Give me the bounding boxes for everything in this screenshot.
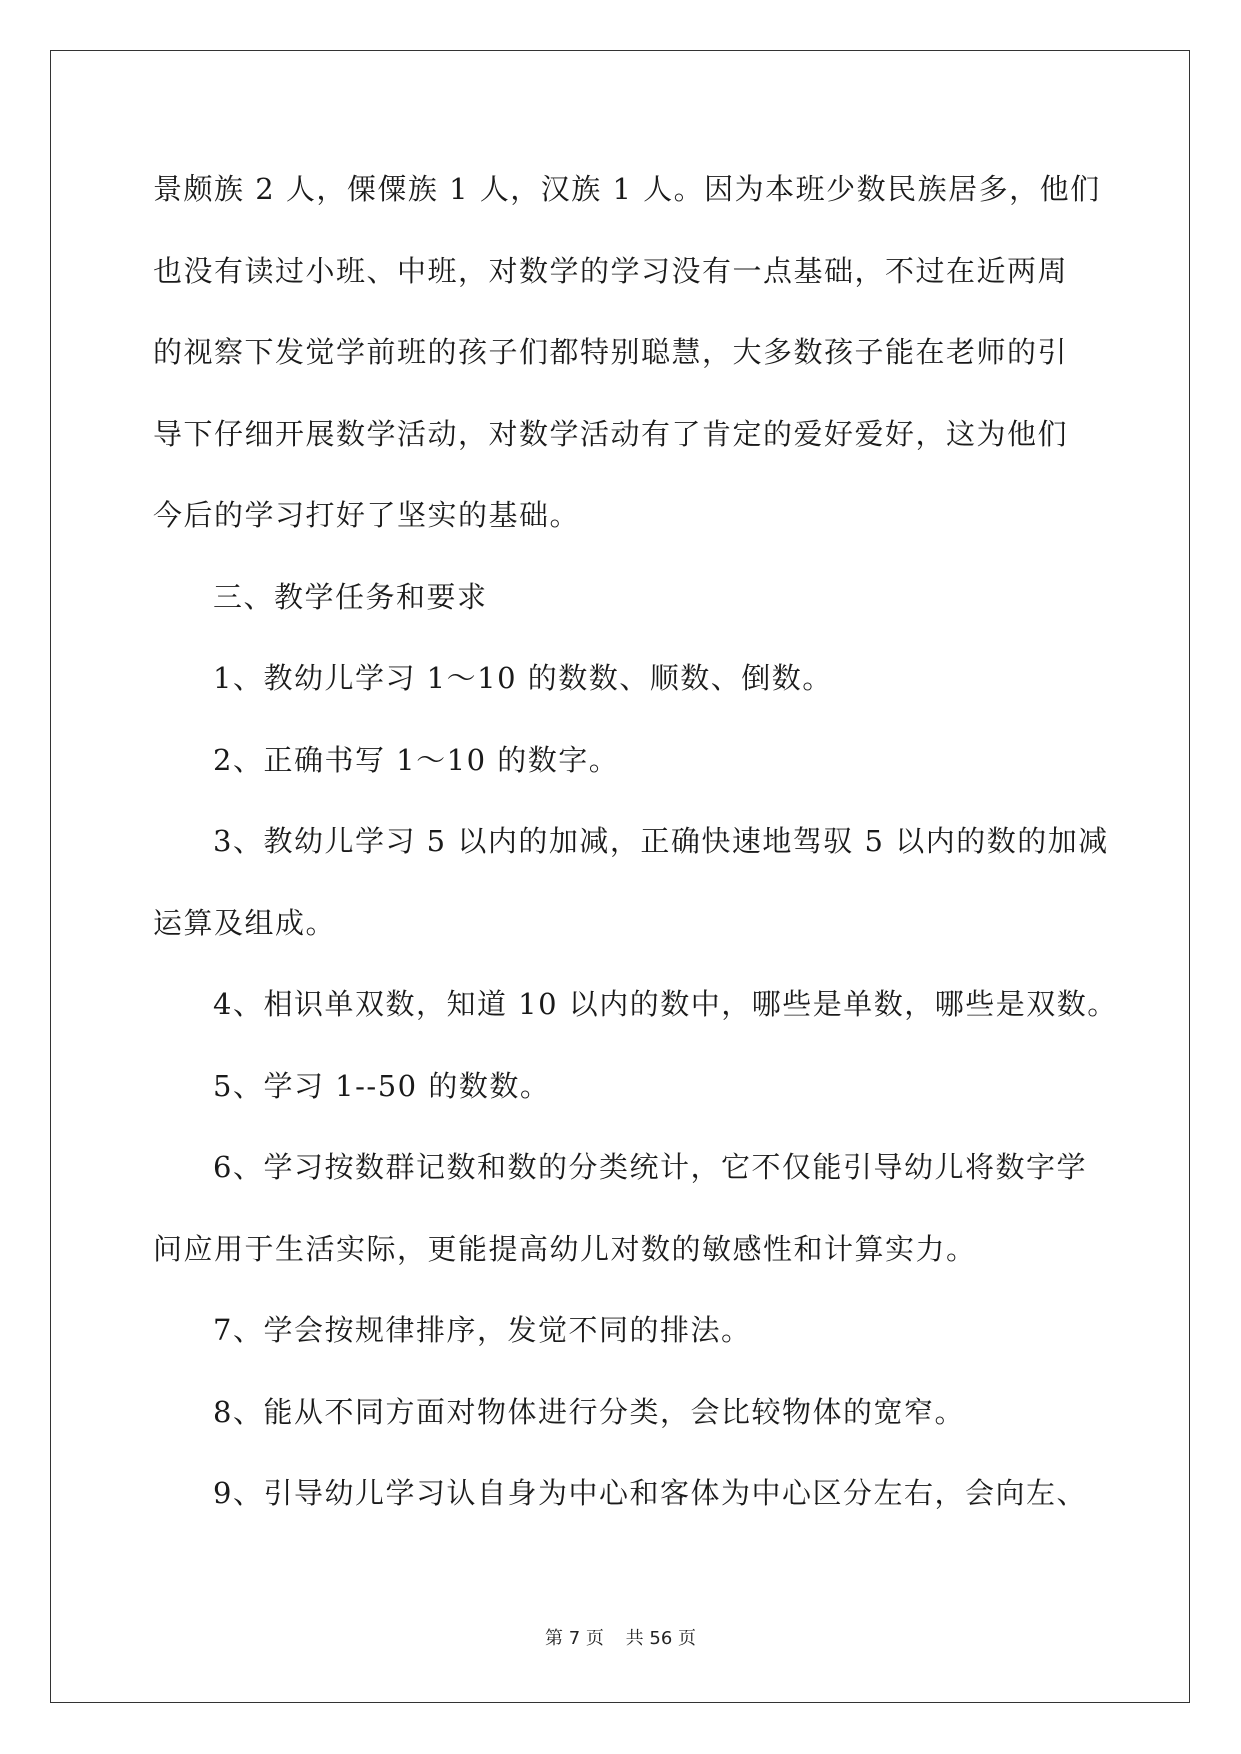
list-item: 8、能从不同方面对物体进行分类，会比较物体的宽窄。 (213, 1394, 965, 1429)
page-total: 共 56 页 (625, 1628, 696, 1649)
document-body (153, 160, 1118, 1546)
list-item: 4、相识单双数，知道 10 以内的数中，哪些是单数，哪些是双数。 (213, 987, 1118, 1021)
text-line: 也没有读过小班、中班，对数学的学习没有一点基础，不过在近两周 (153, 253, 1069, 288)
text-line: 的视察下发觉学前班的孩子们都特别聪慧，大多数孩子能在老师的引 (153, 335, 1069, 369)
list-item: 7、学会按规律排序，发觉不同的排法。 (213, 1313, 752, 1347)
list-item: 1、教幼儿学习 1～10 的数数、顺数、倒数。 (213, 661, 833, 695)
text-line: 导下仔细开展数学活动，对数学活动有了肯定的爱好爱好，这为他们 (153, 416, 1069, 451)
list-item: 2、正确书写 1～10 的数字。 (213, 742, 620, 777)
text-line: 今后的学习打好了坚实的基础。 (153, 498, 581, 532)
list-item: 9、引导幼儿学习认自身为中心和客体为中心区分左右，会向左、 (213, 1476, 1087, 1510)
list-item: 6、学习按数群记数和数的分类统计，它不仅能引导幼儿将数字学 (213, 1150, 1087, 1184)
list-item: 3、教幼儿学习 5 以内的加减，正确快速地驾驭 5 以内的数的加减 (213, 824, 1109, 858)
text-line: 运算及组成。 (153, 905, 337, 940)
page-footer (0, 1624, 1241, 1650)
page-number: 第 7 页 (545, 1628, 604, 1649)
section-heading: 三、教学任务和要求 (213, 579, 488, 614)
text-line: 问应用于生活实际，更能提高幼儿对数的敏感性和计算实力。 (153, 1231, 977, 1266)
list-item: 5、学习 1--50 的数数。 (213, 1068, 551, 1103)
text-line: 景颇族 2 人，傈僳族 1 人，汉族 1 人。因为本班少数民族居多，他们 (153, 172, 1101, 206)
